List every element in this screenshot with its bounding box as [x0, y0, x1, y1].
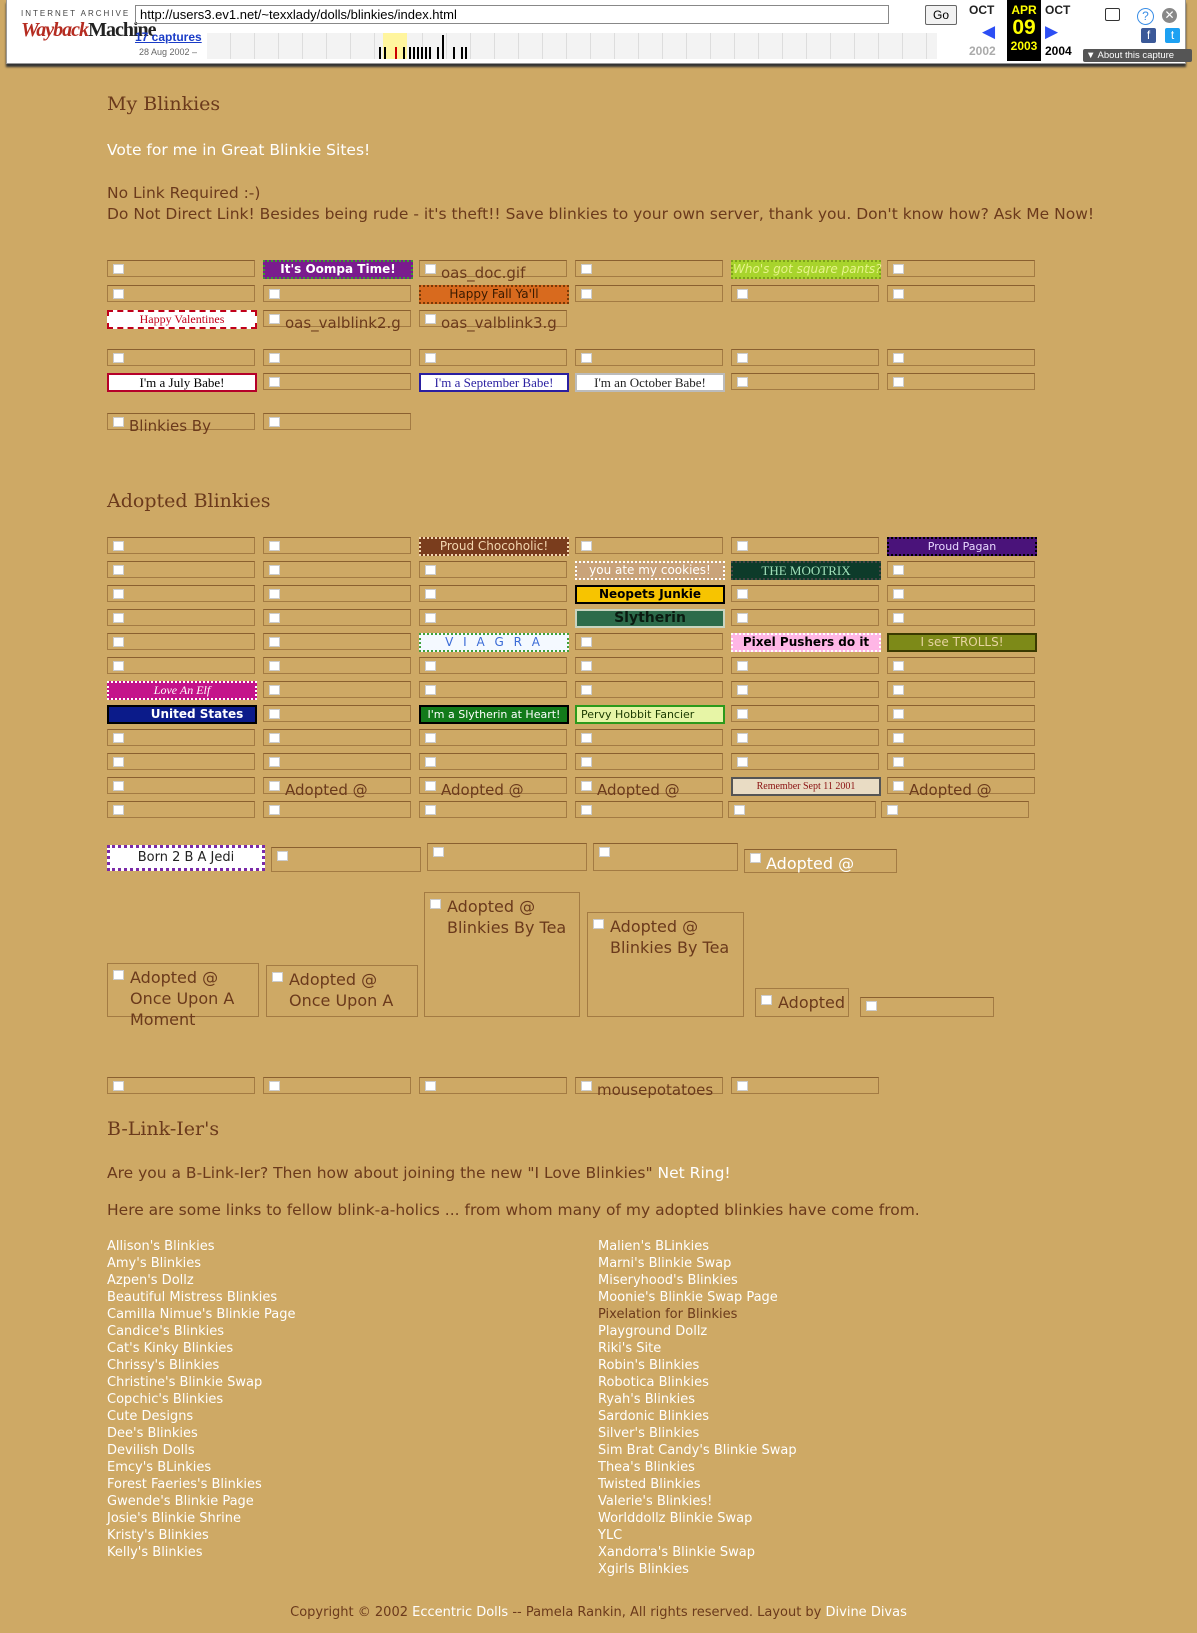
blinkie-slytherin: Slytherin [575, 609, 725, 628]
blinkie-broken: Adopted @ [744, 849, 897, 873]
friend-link[interactable]: Camilla Nimue's Blinkie Page [107, 1307, 296, 1322]
blinkie-us: United States [107, 705, 257, 724]
net-ring-link[interactable]: Net Ring! [657, 1164, 731, 1182]
blinkie-broken: mousepotatoes [575, 1077, 723, 1094]
blinkie-broken: oas_valblink3.g [419, 310, 567, 327]
sparkline-tick [384, 47, 386, 59]
blinkie-broken [419, 609, 567, 626]
blinkie-broken: Adopted @ [419, 777, 567, 794]
site-link[interactable]: Eccentric Dolls [412, 1605, 509, 1620]
blinkie-broken [575, 260, 723, 277]
blinkie-broken [731, 705, 879, 722]
blinkie-broken [887, 609, 1035, 626]
friend-link[interactable]: YLC [598, 1528, 623, 1543]
blinkie-broken [107, 753, 255, 770]
blinkie-broken [263, 285, 411, 302]
blinkie-broken [887, 349, 1035, 366]
blinkie-broken [419, 585, 567, 602]
blinkie-neopets: Neopets Junkie [575, 585, 725, 604]
friend-link[interactable]: Worlddollz Blinkie Swap [598, 1511, 753, 1526]
sparkline-tick [437, 47, 439, 59]
friend-link[interactable]: Copchic's Blinkies [107, 1392, 224, 1407]
logo-brand: Wayback [21, 19, 89, 41]
sparkline-tick [461, 47, 463, 59]
sparkline-tick [379, 47, 381, 59]
friend-link[interactable]: Marni's Blinkie Swap [598, 1256, 732, 1271]
blinkie-chocoholic: Proud Chocoholic! [419, 537, 569, 556]
blinkie-broken [887, 585, 1035, 602]
prev-year: 2002 [969, 44, 996, 58]
blinkie-broken [887, 657, 1035, 674]
captures-link[interactable]: 17 captures [135, 30, 202, 44]
blinkie-broken [731, 609, 879, 626]
blinkie-broken [887, 285, 1035, 302]
blinkie-broken [107, 1077, 255, 1094]
blinkie-broken [419, 729, 567, 746]
close-icon[interactable]: ✕ [1162, 8, 1177, 23]
blinkie-broken [593, 843, 738, 871]
blinkie-broken [731, 285, 879, 302]
friend-link[interactable]: Josie's Blinkie Shrine [107, 1511, 241, 1526]
blinkie-september: I'm a September Babe! [419, 373, 569, 392]
blinkie-broken [107, 349, 255, 366]
blinkie-broken [731, 1077, 879, 1094]
blinkie-oompa: It's Oompa Time! [263, 260, 413, 279]
vote-link[interactable]: Vote for me in Great Blinkie Sites! [107, 141, 371, 159]
sparkline-tick [425, 47, 427, 59]
blinkie-broken [263, 657, 411, 674]
blinkie-broken [575, 537, 723, 554]
wayback-toolbar [6, 0, 1186, 64]
about-capture-button[interactable]: ▼ About this capture [1083, 49, 1192, 62]
blinkie-broken [263, 585, 411, 602]
blinkie-broken [263, 561, 411, 578]
invite-text: Are you a B-Link-Ier? Then how about joining the new "I Love Blinkies" [107, 1164, 658, 1182]
no-link-text: No Link Required :-) [107, 184, 261, 202]
blinkie-broken [731, 657, 879, 674]
blinkie-broken [887, 373, 1035, 390]
my-blinkies-title: My Blinkies [107, 93, 221, 115]
blinkie-broken: Blinkies By [107, 413, 255, 430]
blinkie-broken [263, 349, 411, 366]
friend-link[interactable]: Emcy's BLinkies [107, 1460, 212, 1475]
friend-link[interactable]: Pixelation for Blinkies [598, 1307, 738, 1322]
blinkie-broken [107, 657, 255, 674]
friend-link[interactable]: Forest Faeries's Blinkies [107, 1477, 262, 1492]
blinkiers-intro: Here are some links to fellow blink-a-holics ... from whom many of my adopted blinkies have come from. [107, 1201, 920, 1219]
blinkie-broken [731, 373, 879, 390]
blinkie-broken [263, 681, 411, 698]
facebook-icon[interactable]: f [1141, 28, 1156, 43]
friend-link[interactable]: Kristy's Blinkies [107, 1528, 209, 1543]
friend-link[interactable]: Playground Dollz [598, 1324, 708, 1339]
blinkie-broken [731, 753, 879, 770]
next-arrow-icon[interactable]: ▶ [1045, 22, 1059, 41]
current-month: APR [1011, 3, 1037, 17]
blinkie-broken [731, 349, 879, 366]
friend-link[interactable]: Valerie's Blinkies! [598, 1494, 713, 1509]
blinkie-broken [271, 847, 421, 872]
blinkie-broken [419, 681, 567, 698]
blinkie-square-pants: Who's got square pants? [731, 260, 881, 279]
blinkie-broken [263, 753, 411, 770]
blinkie-pixel-pushers: Pixel Pushers do it [731, 633, 881, 652]
blinkie-cookies: you ate my cookies! [575, 561, 725, 580]
current-year: 2003 [1010, 39, 1038, 53]
blinkie-elf: Love An Elf [107, 681, 257, 700]
blinkie-broken [263, 413, 411, 430]
blinkie-slytherin-heart: I'm a Slytherin at Heart! [419, 705, 569, 724]
blinkie-jedi: Born 2 B A Jedi [107, 845, 265, 871]
copyright-text: Copyright © 2002 [290, 1605, 413, 1620]
blinkie-broken [419, 657, 567, 674]
blinkie-broken [419, 1077, 567, 1094]
blinkie-broken-large: Adopted @ Once Upon A Moment [107, 963, 259, 1017]
window-icon[interactable] [1105, 8, 1120, 21]
sparkline-tick [409, 47, 411, 59]
blinkie-broken [263, 633, 411, 650]
blinkie-broken: oas_valblink2.g [263, 310, 411, 327]
blinkie-broken [107, 585, 255, 602]
next-month[interactable]: OCT [1045, 3, 1071, 17]
blinkie-broken [263, 537, 411, 554]
blinkie-pagan: Proud Pagan [887, 537, 1037, 556]
blinkie-broken [419, 801, 567, 818]
capture-sparkline[interactable] [207, 33, 937, 59]
blinkie-broken [731, 729, 879, 746]
blinkie-valentines: Happy Valentines [107, 310, 257, 329]
blinkie-broken [881, 801, 1029, 818]
friend-link[interactable]: Kelly's Blinkies [107, 1545, 203, 1560]
blinkie-broken [263, 801, 411, 818]
blinkiers-invite [107, 1163, 731, 1184]
friend-link[interactable]: Christine's Blinkie Swap [107, 1375, 263, 1390]
blinkie-broken [107, 537, 255, 554]
sparkline-tick [403, 47, 405, 59]
blinkie-july: I'm a July Babe! [107, 373, 257, 392]
friend-link[interactable]: Sardonic Blinkies [598, 1409, 709, 1424]
friend-link[interactable]: Malien's BLinkies [598, 1239, 710, 1254]
friend-link[interactable]: Devilish Dolls [107, 1443, 195, 1458]
friend-link[interactable]: Beautiful Mistress Blinkies [107, 1290, 278, 1305]
blinkie-broken-large: Adopted @ Blinkies By Tea [587, 912, 744, 1017]
blinkie-broken [107, 260, 255, 277]
blinkie-hobbit: Pervy Hobbit Fancier [575, 705, 725, 724]
blinkie-broken-large: Adopted @ Blinkies By Tea [424, 892, 580, 1017]
blinkie-broken [107, 561, 255, 578]
friend-link[interactable]: Azpen's Dollz [107, 1273, 194, 1288]
sparkline-tick [395, 47, 397, 59]
blinkie-broken: Adopted @ [887, 777, 1035, 794]
blinkie-broken [427, 843, 587, 871]
blinkie-broken [107, 285, 255, 302]
friend-link[interactable]: Robin's Blinkies [598, 1358, 700, 1373]
blinkie-broken [860, 997, 994, 1017]
blinkie-broken [575, 285, 723, 302]
sparkline-tick [421, 47, 423, 59]
adopted-blinkies-title: Adopted Blinkies [107, 490, 271, 512]
current-day: 09 [1012, 16, 1036, 39]
friend-link[interactable]: Moonie's Blinkie Swap Page [598, 1290, 778, 1305]
blinkie-broken [575, 729, 723, 746]
footer [0, 1605, 1197, 1620]
blinkie-broken [107, 729, 255, 746]
go-button[interactable]: Go [925, 5, 957, 25]
blinkie-broken [887, 681, 1035, 698]
friend-link[interactable]: Sim Brat Candy's Blinkie Swap [598, 1443, 797, 1458]
blinkie-broken [887, 260, 1035, 277]
friend-link[interactable]: Gwende's Blinkie Page [107, 1494, 254, 1509]
blinkie-broken [263, 1077, 411, 1094]
friend-link[interactable]: Miseryhood's Blinkies [598, 1273, 738, 1288]
blinkie-broken: Adopted @ [263, 777, 411, 794]
sparkline-tick [453, 47, 455, 59]
blinkie-broken [107, 777, 255, 794]
capture-date-range: 28 Aug 2002 – [139, 47, 198, 57]
blinkie-mootrix: THE MOOTRIX [731, 561, 881, 580]
friend-link[interactable]: Twisted Blinkies [598, 1477, 701, 1492]
blinkie-broken [575, 801, 723, 818]
prev-month[interactable]: OCT [969, 3, 995, 17]
friend-link[interactable]: Cat's Kinky Blinkies [107, 1341, 234, 1356]
sparkline-tick [413, 47, 415, 59]
blinkie-broken [263, 373, 411, 390]
blinkie-broken [731, 681, 879, 698]
blinkie-broken [107, 633, 255, 650]
blinkie-october: I'm an October Babe! [575, 373, 725, 392]
blinkie-broken [419, 561, 567, 578]
friend-link[interactable]: Candice's Blinkies [107, 1324, 225, 1339]
friend-link[interactable]: Ryah's Blinkies [598, 1392, 695, 1407]
blinkie-broken: Adopted @ [575, 777, 723, 794]
wayback-logo-top: INTERNET ARCHIVE [21, 9, 131, 18]
friend-link[interactable]: Chrissy's Blinkies [107, 1358, 220, 1373]
prev-arrow-icon[interactable]: ◀ [982, 22, 996, 41]
blinkie-broken [575, 349, 723, 366]
blinkie-broken [887, 705, 1035, 722]
blinkie-broken [575, 633, 723, 650]
url-input[interactable]: http://users3.ev1.net/~texxlady/dolls/blinkies/index.html [135, 5, 889, 24]
blinkie-broken [263, 705, 411, 722]
blinkie-broken [419, 349, 567, 366]
twitter-icon[interactable]: t [1165, 28, 1180, 43]
blinkie-broken [107, 609, 255, 626]
logo-machine: Machine [88, 19, 156, 41]
friend-link[interactable]: Amy's Blinkies [107, 1256, 202, 1271]
current-capture [1007, 0, 1041, 61]
friend-link[interactable]: Xgirls Blinkies [598, 1562, 689, 1577]
copyright-owner: -- Pamela Rankin, All rights reserved. Layout by [508, 1605, 826, 1620]
sparkline-tick [417, 47, 419, 59]
help-icon[interactable]: ? [1137, 8, 1154, 25]
blinkie-broken-large: Adopted [755, 988, 849, 1017]
blinkie-broken [887, 561, 1035, 578]
blinkie-broken: oas_doc.gif [419, 260, 567, 277]
friend-link[interactable]: Thea's Blinkies [598, 1460, 695, 1475]
blinkie-happy-fall: Happy Fall Ya'll [419, 285, 569, 304]
blinkie-broken [107, 801, 255, 818]
direct-link-warning: Do Not Direct Link! Besides being rude - it's theft!! Save blinkies to your own server, thank you. Don't know how? Ask Me Now! [107, 205, 1095, 223]
blinkie-broken [419, 753, 567, 770]
blinkie-broken [575, 753, 723, 770]
blinkie-broken [575, 657, 723, 674]
blinkie-broken [263, 609, 411, 626]
sparkline-tick [429, 47, 431, 59]
friend-link[interactable]: Robotica Blinkies [598, 1375, 709, 1390]
blinkie-trolls: I see TROLLS! [887, 633, 1037, 652]
designer-link[interactable]: Divine Divas [825, 1605, 907, 1620]
blinkie-broken [575, 681, 723, 698]
blinkiers-title: B-Link-Ier's [107, 1118, 220, 1140]
blinkie-remember: Remember Sept 11 2001 [731, 777, 881, 796]
sparkline-tick [442, 35, 444, 59]
blinkie-broken-large: Adopted @ Once Upon A [266, 965, 418, 1017]
blinkie-broken [731, 585, 879, 602]
friend-link[interactable]: Cute Designs [107, 1409, 194, 1424]
blinkie-broken [887, 753, 1035, 770]
blinkie-broken [887, 729, 1035, 746]
blinkie-broken [263, 729, 411, 746]
friend-link[interactable]: Silver's Blinkies [598, 1426, 700, 1441]
sparkline-tick [465, 47, 467, 59]
blinkie-broken [731, 537, 879, 554]
friend-link[interactable]: Dee's Blinkies [107, 1426, 198, 1441]
friend-link[interactable]: Riki's Site [598, 1341, 662, 1356]
blinkie-broken [728, 801, 876, 818]
next-year: 2004 [1045, 44, 1072, 58]
friend-link[interactable]: Xandorra's Blinkie Swap [598, 1545, 755, 1560]
blinkie-viagra: V I A G R A [419, 633, 569, 652]
friend-link[interactable]: Allison's Blinkies [107, 1239, 215, 1254]
